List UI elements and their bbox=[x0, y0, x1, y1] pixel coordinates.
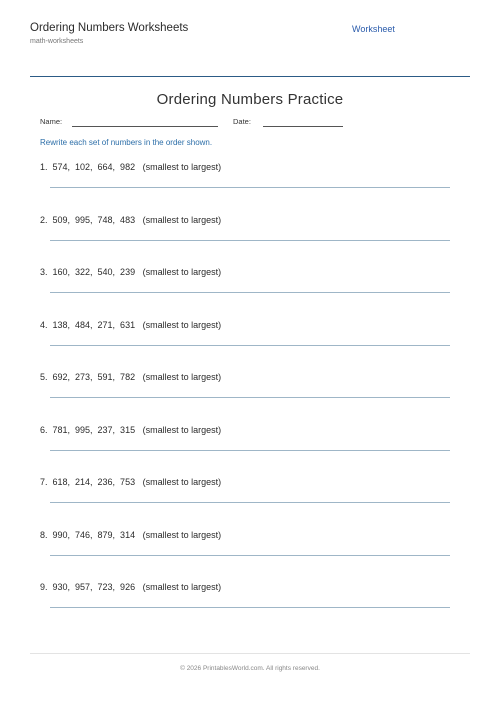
problem-text: 6. 781, 995, 237, 315 (smallest to largest) bbox=[40, 424, 222, 435]
answer-line bbox=[50, 240, 450, 241]
date-field-line bbox=[263, 126, 343, 127]
answer-line bbox=[50, 555, 450, 556]
name-label: Name: bbox=[40, 117, 63, 126]
worksheet-link[interactable]: Worksheet bbox=[352, 24, 395, 34]
instructions: Rewrite each set of numbers in the order shown. bbox=[40, 138, 213, 147]
problem-item bbox=[40, 162, 450, 214]
problem-text: 1. 574, 102, 664, 982 (smallest to largest) bbox=[40, 162, 222, 172]
answer-line bbox=[50, 397, 450, 398]
problem-item bbox=[40, 267, 450, 319]
name-field-line bbox=[72, 126, 218, 127]
problem-item bbox=[40, 215, 450, 267]
footer-divider bbox=[30, 653, 470, 654]
date-label: Date: bbox=[233, 117, 251, 126]
worksheet-title: Ordering Numbers Practice bbox=[156, 91, 344, 108]
site-title: Ordering Numbers Worksheets bbox=[30, 22, 189, 34]
problem-item bbox=[40, 477, 450, 529]
problem-text: 8. 990, 746, 879, 314 (smallest to largest) bbox=[40, 529, 222, 540]
site-subtitle: math-worksheets bbox=[30, 38, 84, 45]
problem-text: 3. 160, 322, 540, 239 (smallest to largest) bbox=[40, 267, 222, 277]
problem-text: 9. 930, 957, 723, 926 (smallest to largest) bbox=[40, 582, 222, 592]
answer-line bbox=[50, 292, 450, 293]
footer-copyright: © 2026 PrintablesWorld.com. All rights reserved. bbox=[180, 665, 320, 672]
answer-line bbox=[50, 502, 450, 503]
problem-text: 2. 509, 995, 748, 483 (smallest to largest) bbox=[40, 214, 222, 225]
problem-item bbox=[40, 372, 450, 424]
problem-text: 5. 692, 273, 591, 782 (smallest to largest) bbox=[40, 372, 222, 382]
header-divider bbox=[30, 76, 470, 77]
problem-item bbox=[40, 425, 450, 477]
answer-line bbox=[50, 450, 450, 451]
problem-item bbox=[40, 320, 450, 372]
problem-item bbox=[40, 530, 450, 582]
answer-line bbox=[50, 187, 450, 188]
problem-item bbox=[40, 582, 450, 634]
answer-line bbox=[50, 345, 450, 346]
problem-text: 7. 618, 214, 236, 753 (smallest to largest) bbox=[40, 477, 222, 487]
answer-line bbox=[50, 607, 450, 608]
problem-text: 4. 138, 484, 271, 631 (smallest to largest) bbox=[40, 319, 222, 330]
